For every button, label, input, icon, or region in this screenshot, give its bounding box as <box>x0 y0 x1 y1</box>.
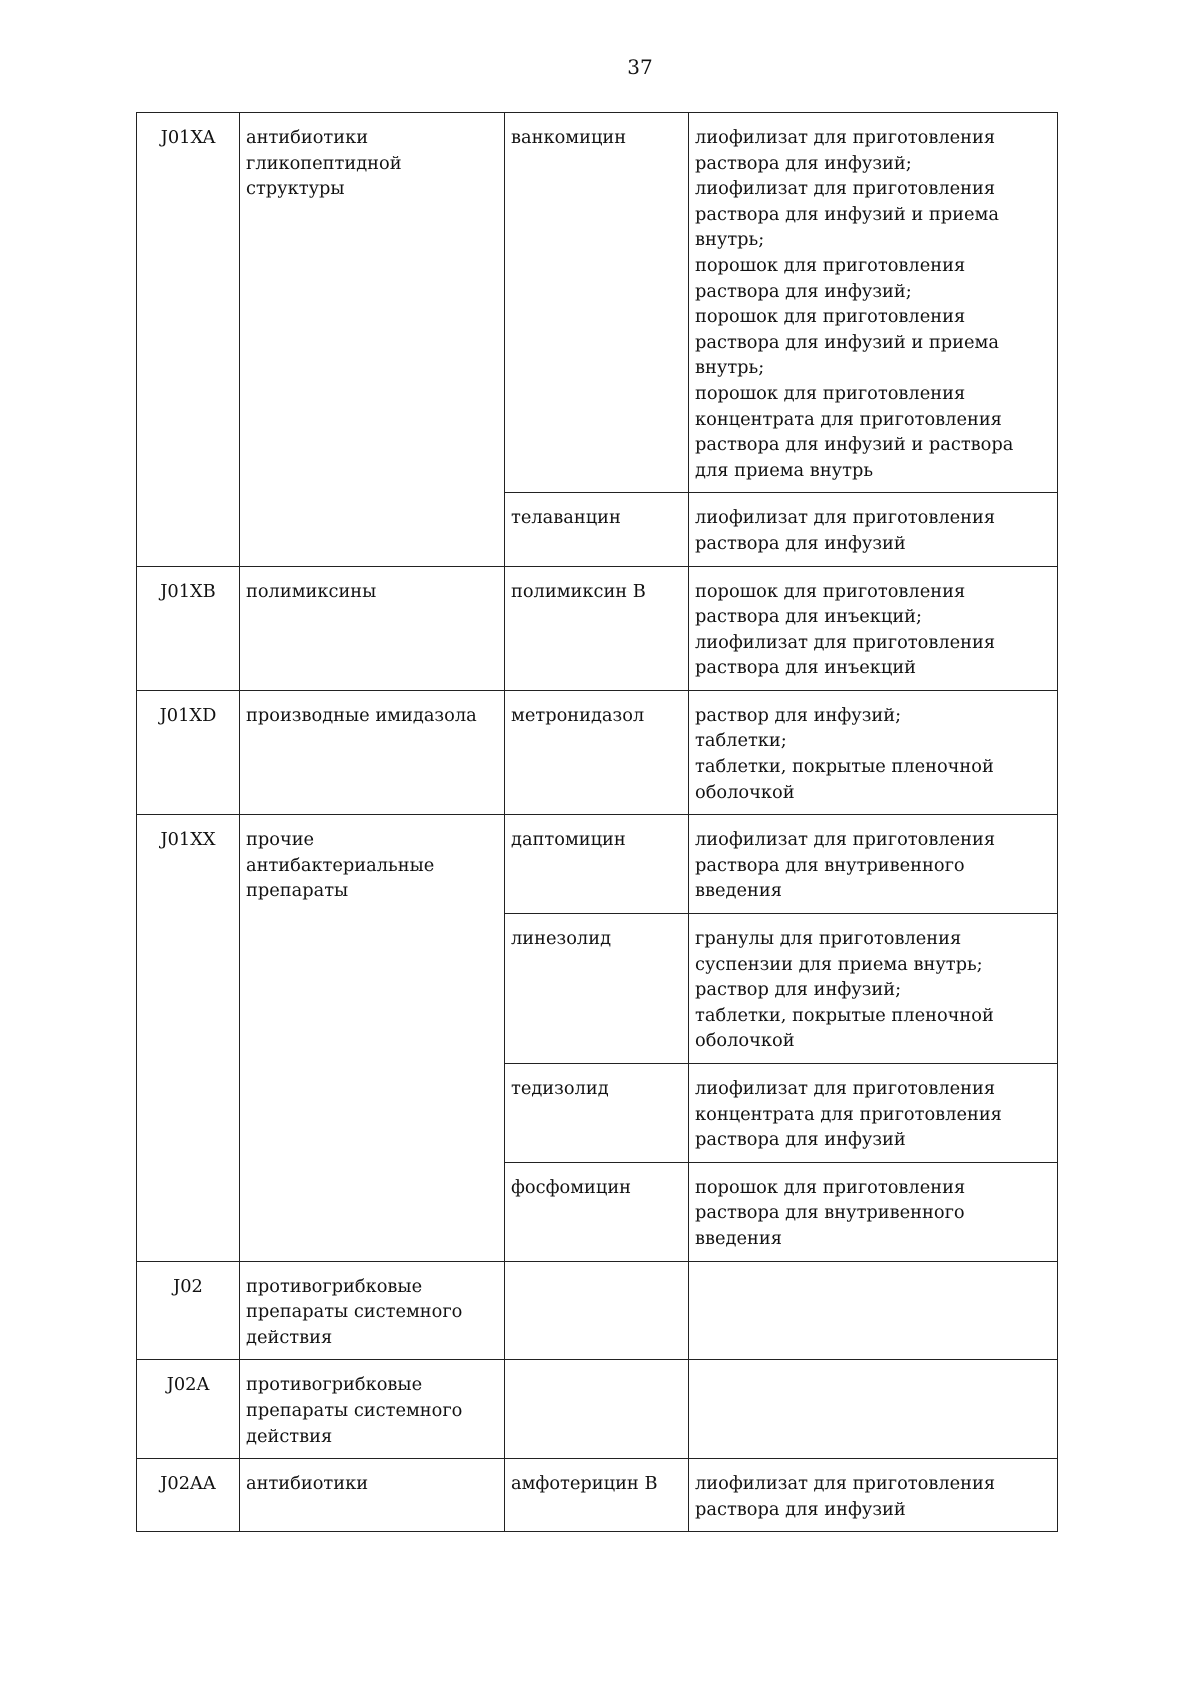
drug-name <box>505 1261 689 1360</box>
drug-name: полимиксин B <box>505 566 689 690</box>
table-row <box>137 1261 1058 1360</box>
dosage-forms: лиофилизат для приготовления раствора для инфузий; лиофилизат для приготовления раствора для инфузий и приема внутрь; порошок для приготовления раствора для инфузий; порошок для приготовления раствора для инфузий и приема внутрь; порошок для приготовления концентрата для приготовления раствора для инфузий и раствора для приема внутрь <box>689 113 1058 493</box>
table-row <box>137 1459 1058 1532</box>
drug-name: амфотерицин B <box>505 1459 689 1532</box>
dosage-forms: порошок для приготовления раствора для внутривенного введения <box>689 1162 1058 1261</box>
atc-code: J01XA <box>137 113 240 567</box>
dosage-forms <box>689 1360 1058 1459</box>
table-row <box>137 690 1058 814</box>
drug-name <box>505 1360 689 1459</box>
group-name: антибиотики <box>240 1459 505 1532</box>
dosage-forms: лиофилизат для приготовления раствора для инфузий <box>689 493 1058 566</box>
drug-name: даптомицин <box>505 815 689 914</box>
atc-code: J01XD <box>137 690 240 814</box>
dosage-forms: лиофилизат для приготовления раствора для инфузий <box>689 1459 1058 1532</box>
atc-code: J01XB <box>137 566 240 690</box>
drug-name: ванкомицин <box>505 113 689 493</box>
table-row <box>137 815 1058 914</box>
group-name: производные имидазола <box>240 690 505 814</box>
group-name: полимиксины <box>240 566 505 690</box>
drug-name: линезолид <box>505 914 689 1064</box>
dosage-forms: лиофилизат для приготовления концентрата для приготовления раствора для инфузий <box>689 1064 1058 1163</box>
drug-name: фосфомицин <box>505 1162 689 1261</box>
group-name: антибиотики гликопептидной структуры <box>240 113 505 567</box>
table-row <box>137 566 1058 690</box>
atc-code: J02A <box>137 1360 240 1459</box>
dosage-forms: лиофилизат для приготовления раствора для внутривенного введения <box>689 815 1058 914</box>
dosage-forms <box>689 1261 1058 1360</box>
drug-table <box>136 112 1058 1532</box>
page-number: 37 <box>627 55 653 79</box>
atc-code: J02AA <box>137 1459 240 1532</box>
table-row <box>137 113 1058 493</box>
dosage-forms: гранулы для приготовления суспензии для приема внутрь; раствор для инфузий; таблетки, покрытые пленочной оболочкой <box>689 914 1058 1064</box>
table-row <box>137 1360 1058 1459</box>
group-name: прочие антибактериальные препараты <box>240 815 505 1261</box>
dosage-forms: раствор для инфузий; таблетки; таблетки, покрытые пленочной оболочкой <box>689 690 1058 814</box>
dosage-forms: порошок для приготовления раствора для инъекций; лиофилизат для приготовления раствора для инъекций <box>689 566 1058 690</box>
drug-name: тедизолид <box>505 1064 689 1163</box>
atc-code: J02 <box>137 1261 240 1360</box>
drug-name: метронидазол <box>505 690 689 814</box>
atc-code: J01XX <box>137 815 240 1261</box>
group-name: противогрибковые препараты системного действия <box>240 1360 505 1459</box>
group-name: противогрибковые препараты системного действия <box>240 1261 505 1360</box>
drug-name: телаванцин <box>505 493 689 566</box>
